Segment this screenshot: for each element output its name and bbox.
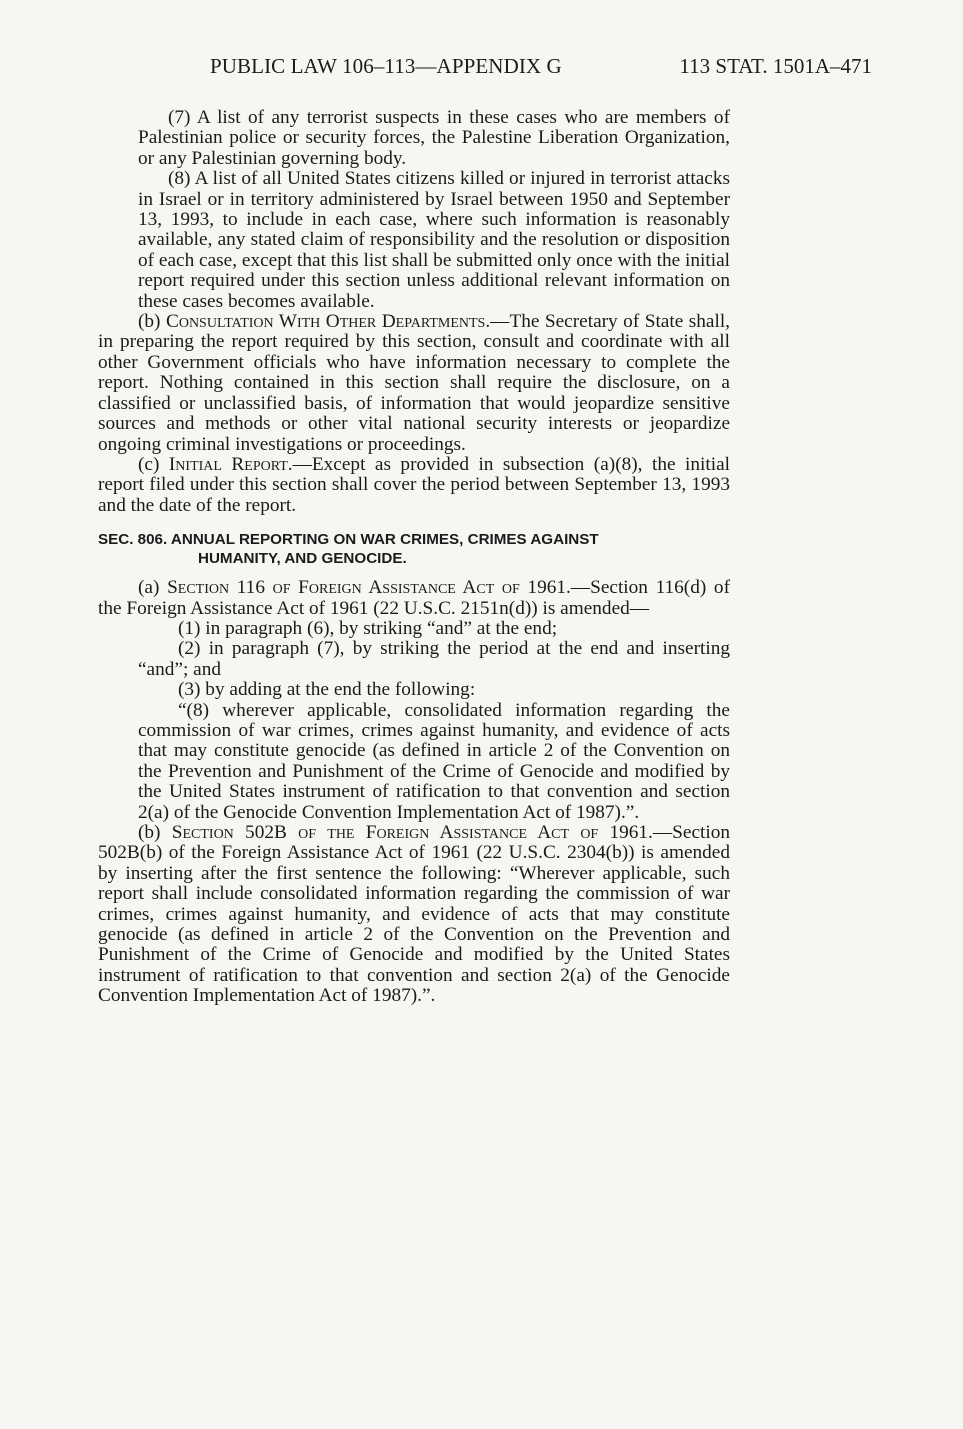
running-header: [98, 54, 872, 86]
amendment-item-3: (3) by adding at the end the following:: [178, 679, 476, 701]
sec-b-label: (b): [138, 822, 172, 843]
sec-a-heading: Section 116 of Foreign Assistance Act of 1961.: [167, 577, 571, 599]
amendment-item-1: (1) in paragraph (6), by striking “and” at the end;: [178, 617, 558, 639]
sec-a-label: (a): [138, 577, 168, 599]
subsection-b-label: (b): [138, 311, 166, 333]
header-title: PUBLIC LAW 106–113—APPENDIX G: [210, 54, 562, 78]
sec-b-text: —Section 502B(b) of the Foreign Assistance Act of 1961 (22 U.S.C. 2304(b)) is amended by inserting after the first sentence the following: “Wherever applicable, such report shall include consolidated information regarding the commission of war crimes, crimes against humanity, and evidence of acts that may constitute genocide (as defined in article 2 of the Convention on the Prevention and Punishment of the Crime of Genocide and modified by the United States instrument of ratification to that convention and section 2(a) of the Genocide Convention Implementation Act of 1987).”.: [98, 822, 730, 1007]
document-page: [98, 54, 872, 1007]
subsection-c-heading: Initial Report.: [168, 453, 293, 475]
subsection-b: [98, 312, 730, 455]
section-heading-line1: SEC. 806. ANNUAL REPORTING ON WAR CRIMES, CRIMES AGAINST: [98, 531, 599, 549]
subsection-b-heading: Consultation With Other Departments.: [165, 311, 491, 333]
section-heading-line2: HUMANITY, AND GENOCIDE.: [198, 550, 407, 568]
header-stat-citation: 113 STAT. 1501A–471: [679, 54, 872, 78]
section-806-heading: [98, 530, 730, 568]
sec-b-heading: Section 502B of the Foreign Assistance Act of 1961.: [171, 822, 653, 843]
section-806-subsection-a: [98, 578, 730, 619]
subsection-c-text: —Except as provided in subsection (a)(8), the initial report filed under this section shall cover the period between September 13, 1993 and the date of the report.: [98, 453, 730, 516]
subsection-c-label: (c): [138, 453, 169, 475]
subsection-c: [98, 455, 730, 516]
amendment-item-2: (2) in paragraph (7), by striking the period at the end and inserting “and”; and: [138, 638, 730, 680]
inserted-paragraph-8: “(8) wherever applicable, consolidated information regarding the commission of war crimes, crimes against humanity, and evidence of acts that may constitute genocide (as defined in article 2 of the Convention on the Prevention and Punishment of the Crime of Genocide and modified by the United States instrument of ratification to that convention and section 2(a) of the Genocide Convention Implementation Act of 1987).”.: [138, 699, 730, 823]
sec-a-text: —Section 116(d) of the Foreign Assistance Act of 1961 (22 U.S.C. 2151n(d)) is amended—: [98, 577, 730, 619]
subsection-b-text: —The Secretary of State shall, in preparing the report required by this section, consult and coordinate with all other Government officials who have information necessary to complete the report. Nothing contained in this section shall require the disclosure, on a classified or unclassified basis, of information that would jeopardize sensitive sources and methods or other vital national security interests or jeopardize ongoing criminal investigations or proceedings.: [98, 311, 730, 455]
paragraph-7: (7) A list of any terrorist suspects in these cases who are members of Palestinian police or security forces, the Palestine Liberation Organization, or any Palestinian governing body.: [138, 107, 730, 169]
section-806-subsection-b: [98, 823, 730, 1007]
paragraph-8: (8) A list of all United States citizens killed or injured in terrorist attacks in Israel or in territory administered by Israel between 1950 and September 13, 1993, to include in each case, where such information is reasonably available, any stated claim of responsibility and the resolution or disposition of each case, except that this list shall be submitted only once with the initial report required under this section unless additional relevant information on these cases becomes available.: [138, 168, 730, 312]
